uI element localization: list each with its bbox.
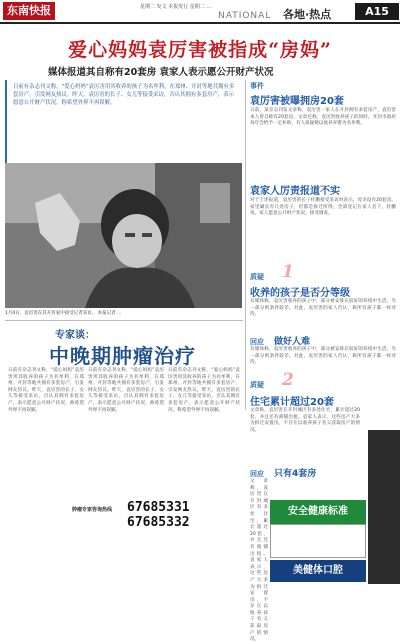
question-2-body: 文章称，袁厉害在开封城区有多处住宅，累计超过20套，并且还有商铺出租。袁家人表示，这些房产大多为拆迁安置房，不存在以收养孩子名义获取房产的情况。	[250, 408, 360, 433]
sub-headline: 媒体报道其自称有20套房 袁家人表示愿公开财产状况	[48, 67, 274, 78]
response-2-label: 回应	[250, 470, 264, 478]
main-headline: 爱心妈妈袁厉害被指成“房妈”	[68, 39, 332, 61]
response-1-body: 有媒体称，袁厉害收养的孩子中，部分被安排在较好的环境中生活，另一部分则条件较差。对此，袁厉害的家人否认，称所有孩子都一样对待。	[250, 347, 396, 366]
column-divider	[245, 80, 246, 410]
question-1-tag: 质疑	[250, 273, 264, 281]
question-1-number: 1	[282, 262, 294, 282]
question-2-tag: 质疑	[250, 381, 264, 389]
newspaper-logo: 东南快报	[3, 2, 55, 20]
hotline-phone-2: 67685332	[127, 515, 190, 530]
expert-body-col1: 日前有杂志刊文称，“爱心妈妈”袁厉害用其收养的孩子为名牟利，在郑州、开封等地共拥有多套房产，引发网友热议。昨天，袁厉害的长子、女儿等接受采访，否认其拥有多套房产，表示愿意公开财产状况，称希望外界不再误解。	[8, 368, 84, 413]
response-1-label: 回应	[250, 338, 264, 346]
question-1-heading: 收养的孩子是否分等级	[250, 288, 350, 299]
health-ad[interactable]: 安全健康标准	[270, 500, 366, 524]
ad-panel	[270, 524, 366, 558]
photo-illustration	[5, 163, 242, 308]
page-number: A15	[355, 3, 399, 20]
event-tag: 事件	[250, 82, 264, 90]
dental-ad[interactable]: 美健体口腔	[270, 560, 366, 582]
lead-paragraph: 日前有杂志刊文称，“爱心妈妈”袁厉害用其收养的孩子为名牟利，在郑州、开封等地共拥有多套房产，引发网友热议。昨天，袁厉害的长子、女儿等接受采访，否认其拥有多套房产，表示愿意公开财产状况，称希望外界不再误解。	[5, 80, 242, 163]
masthead	[0, 0, 400, 24]
event-body: 日前，某杂志刊发文章称，袁厉害一家人在开封拥有多套房产，袁厉害本人曾自称有20套房。文章还称，袁厉害收养孩子的同时，开封市政府每年会给予一定补助，有人质疑她以收养弃婴为名牟利。	[250, 108, 396, 127]
question-2-number: 2	[282, 370, 294, 390]
question-2-heading: 住宅累计超过20套	[250, 397, 334, 408]
edition-label: NATIONAL	[218, 11, 272, 21]
hotline-label: 肿瘤专家咨询热线	[72, 507, 113, 513]
family-response-body: 对于上述报道，袁厉害的长子杜鹏接受采访时表示，母亲没有20套房。家里确实有几处房子，但都是拆迁所得，全部登记在家人名下。杜鹏说，家人愿意公开财产状况，接受调查。	[250, 198, 396, 217]
event-heading: 袁厉害被曝拥房20套	[250, 96, 344, 107]
expert-body-col2: 日前有杂志刊文称，“爱心妈妈”袁厉害用其收养的孩子为名牟利，在郑州、开封等地共拥有多套房产，引发网友热议。昨天，袁厉害的长子、女儿等接受采访，否认其拥有多套房产，表示愿意公开财产状况，称希望外界不再误解。	[88, 368, 164, 413]
response-1-heading: 做好人难	[274, 337, 311, 347]
date-line: 星期二 发文 本报发行 星期二 ...	[140, 4, 212, 10]
response-2-heading: 只有4套房	[274, 469, 317, 479]
hotline-phone-1: 67685331	[127, 500, 190, 515]
expert-kicker: 专家谈：	[55, 330, 95, 341]
question-1-body: 有媒体称，袁厉害收养的孩子中，部分被安排在较好的环境中生活，另一部分则条件较差。对此，袁厉害的家人否认，称所有孩子都一样对待。	[250, 299, 396, 318]
section-title: 各地·热点	[283, 8, 332, 21]
response-2-body: 文章称，袁厉害在开封城区有多处住宅，累计超过20套，并且还有商铺出租。袁家人表示，这些房产大多为拆迁安置房，不存在以收养孩子名义获取房产的情况。	[250, 479, 268, 643]
expert-headline: 中晚期肿瘤治疗	[49, 344, 196, 368]
section-divider	[5, 320, 243, 321]
family-response-heading: 袁家人厉责报道不实	[250, 186, 340, 197]
photo-caption: 1月4日，袁厉害在其开封家中接受记者采访。 本报记者 ...	[5, 311, 122, 316]
vertical-ad-strip	[368, 430, 400, 584]
expert-body-col3: 日前有杂志刊文称，“爱心妈妈”袁厉害用其收养的孩子为名牟利，在郑州、开封等地共拥有多套房产，引发网友热议。昨天，袁厉害的长子、女儿等接受采访，否认其拥有多套房产，表示愿意公开财产状况，称希望外界不再误解。	[168, 368, 240, 413]
news-photo	[5, 163, 242, 308]
